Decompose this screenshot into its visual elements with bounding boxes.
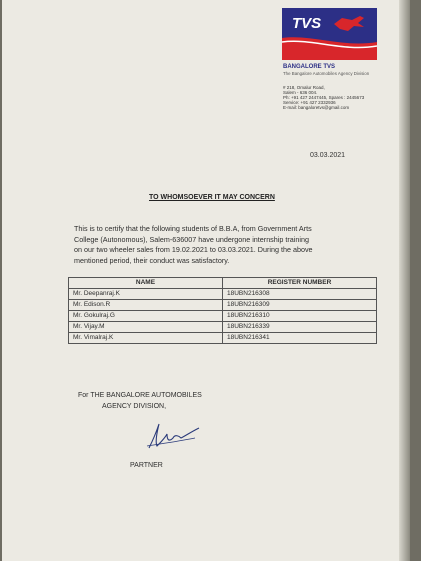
address-line: Service: +91 427 2332936 bbox=[283, 100, 336, 105]
body-line: mentioned period, their conduct was satisfactory. bbox=[74, 255, 230, 265]
address-line: Salem - 636 004. bbox=[283, 90, 318, 95]
table-row bbox=[69, 322, 377, 333]
register-number-column-header: REGISTER NUMBER bbox=[223, 278, 377, 289]
register-number: 18UBN216309 bbox=[223, 300, 377, 311]
handwritten-signature bbox=[145, 420, 205, 457]
register-number: 18UBN216310 bbox=[223, 311, 377, 322]
logo-text: TVS bbox=[292, 15, 322, 32]
letter-heading: TO WHOMSOEVER IT MAY CONCERN bbox=[149, 194, 275, 201]
table-row bbox=[69, 289, 377, 300]
table-row bbox=[69, 300, 377, 311]
register-number: 18UBN216339 bbox=[223, 322, 377, 333]
register-number: 18UBN216308 bbox=[223, 289, 377, 300]
name-column-header: NAME bbox=[69, 278, 223, 289]
company-name: BANGALORE TVS bbox=[283, 64, 336, 70]
closing-line: For THE BANGALORE AUTOMOBILES bbox=[78, 392, 202, 399]
table-row bbox=[69, 311, 377, 322]
signatory-title: PARTNER bbox=[130, 462, 163, 469]
student-name: Mr. Vimalraj.K bbox=[69, 333, 223, 344]
table-row bbox=[69, 333, 377, 344]
student-name: Mr. Gokulraj.G bbox=[69, 311, 223, 322]
table-header-row bbox=[69, 278, 377, 289]
company-tagline: The Bangalore Automobiles Agency Division bbox=[283, 71, 370, 76]
letter-date: 03.03.2021 bbox=[310, 152, 346, 159]
closing-line: AGENCY DIVISION, bbox=[102, 403, 167, 410]
student-name: Mr. Edison.R bbox=[69, 300, 223, 311]
company-address bbox=[283, 85, 364, 110]
tvs-logo bbox=[282, 8, 377, 60]
student-name: Mr. Deepanraj.K bbox=[69, 289, 223, 300]
address-line: E-mail: bangaloretvs@gmail.com bbox=[283, 105, 350, 110]
register-number: 18UBN216341 bbox=[223, 333, 377, 344]
body-line: College (Autonomous), Salem-636007 have undergone internship training bbox=[74, 234, 309, 244]
address-line: # 218, Omalur Road, bbox=[283, 85, 325, 90]
body-line: on our two wheeler sales from 19.02.2021 to 03.03.2021. During the above bbox=[74, 245, 313, 255]
students-table bbox=[68, 277, 377, 344]
horse-icon bbox=[334, 16, 364, 31]
body-line: This is to certify that the following students of B.B.A, from Government Arts bbox=[74, 224, 312, 233]
letter-page bbox=[2, 0, 410, 561]
page-edge-shadow bbox=[399, 0, 410, 561]
closing-block bbox=[78, 390, 202, 412]
certificate-body bbox=[74, 224, 374, 266]
student-name: Mr. Vijay.M bbox=[69, 322, 223, 333]
address-line: Ph: +91 427 2447445, Spares : 2445673 bbox=[283, 95, 365, 100]
